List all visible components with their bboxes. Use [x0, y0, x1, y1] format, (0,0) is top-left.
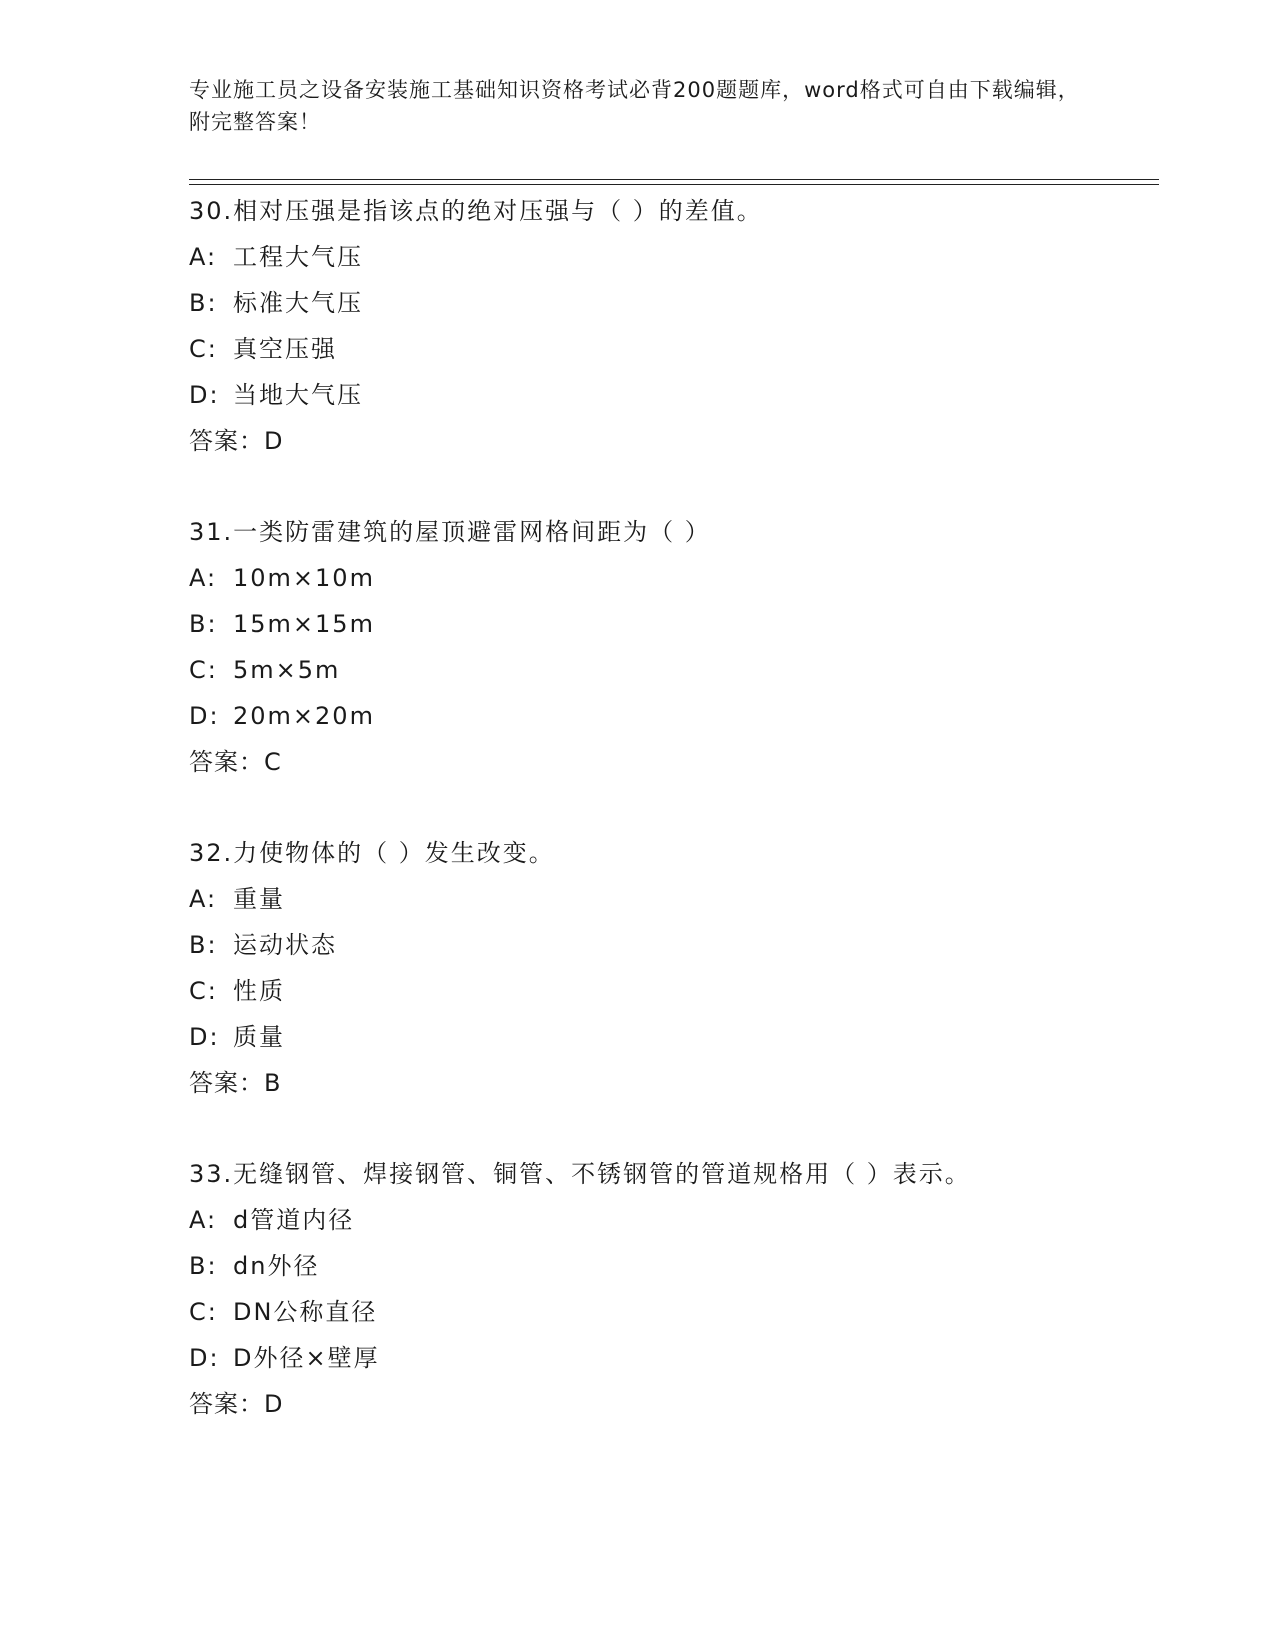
question-stem: 31.一类防雷建筑的屋顶避雷网格间距为（ ） [189, 518, 711, 546]
option-key: D: [189, 1023, 220, 1051]
option-text: 重量 [233, 885, 285, 913]
option-b [189, 1251, 1169, 1297]
option-text: 15m×15m [233, 610, 375, 638]
option-b [189, 930, 1169, 976]
option-key: D: [189, 1344, 220, 1372]
question-31 [189, 517, 1169, 793]
option-d [189, 1343, 1169, 1389]
option-text: d管道内径 [233, 1206, 355, 1234]
option-text: 运动状态 [233, 931, 337, 959]
question-32 [189, 838, 1169, 1114]
option-key: B: [189, 1252, 218, 1280]
document-intro: 专业施工员之设备安装施工基础知识资格考试必背200题题库，word格式可自由下载编辑，附完整答案！ [189, 78, 1080, 134]
option-text: DN公称直径 [233, 1298, 378, 1326]
option-key: A: [189, 243, 218, 271]
divider-line [189, 179, 1159, 180]
option-key: B: [189, 931, 218, 959]
option-c [189, 655, 1169, 701]
option-text: 5m×5m [233, 656, 341, 684]
option-d [189, 1022, 1169, 1068]
option-text: 标准大气压 [233, 289, 363, 317]
answer: 答案：C [189, 748, 282, 776]
option-key: D: [189, 702, 220, 730]
option-c [189, 976, 1169, 1022]
option-text: dn外径 [233, 1252, 320, 1280]
option-b [189, 288, 1169, 334]
option-key: B: [189, 610, 218, 638]
answer: 答案：B [189, 1069, 282, 1097]
option-key: A: [189, 564, 218, 592]
option-text: 20m×20m [233, 702, 375, 730]
option-key: C: [189, 977, 218, 1005]
question-stem: 30.相对压强是指该点的绝对压强与（ ）的差值。 [189, 197, 763, 225]
option-key: C: [189, 1298, 218, 1326]
option-c [189, 334, 1169, 380]
option-key: C: [189, 656, 218, 684]
answer: 答案：D [189, 1390, 284, 1418]
question-33 [189, 1159, 1169, 1435]
divider-line [189, 184, 1159, 185]
option-text: 质量 [233, 1023, 285, 1051]
option-text: D外径×壁厚 [233, 1344, 380, 1372]
option-text: 性质 [233, 977, 285, 1005]
option-d [189, 701, 1169, 747]
question-stem: 33.无缝钢管、焊接钢管、铜管、不锈钢管的管道规格用（ ）表示。 [189, 1160, 971, 1188]
option-a [189, 1205, 1169, 1251]
option-text: 工程大气压 [233, 243, 363, 271]
question-stem: 32.力使物体的（ ）发生改变。 [189, 839, 555, 867]
option-b [189, 609, 1169, 655]
option-a [189, 242, 1169, 288]
option-key: A: [189, 1206, 218, 1234]
option-key: D: [189, 381, 220, 409]
option-a [189, 563, 1169, 609]
option-key: A: [189, 885, 218, 913]
option-a [189, 884, 1169, 930]
option-text: 当地大气压 [233, 381, 363, 409]
option-key: B: [189, 289, 218, 317]
question-30 [189, 196, 1169, 472]
option-text: 真空压强 [233, 335, 337, 363]
option-text: 10m×10m [233, 564, 375, 592]
option-c [189, 1297, 1169, 1343]
answer: 答案：D [189, 427, 284, 455]
option-key: C: [189, 335, 218, 363]
option-d [189, 380, 1169, 426]
